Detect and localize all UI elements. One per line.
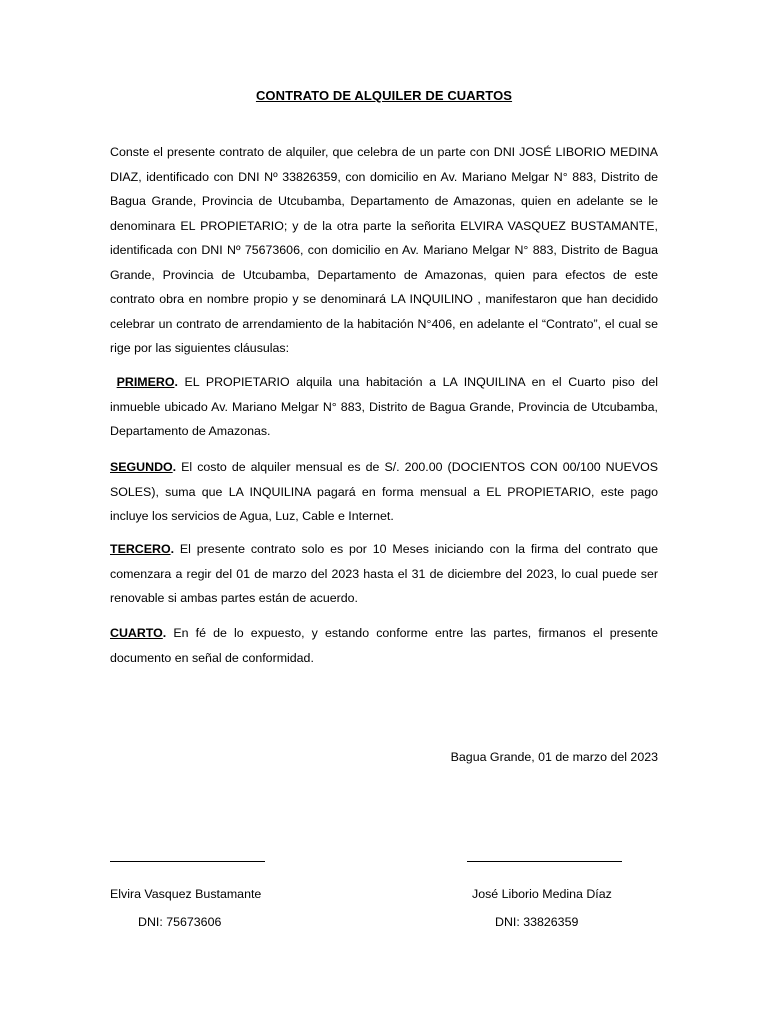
clause-dot: . (174, 375, 178, 389)
clause-heading: SEGUNDO (110, 460, 173, 474)
clause-cuarto (110, 621, 658, 670)
intro-paragraph: Conste el presente contrato de alquiler, que celebra de un parte con DNI JOSÉ LIBORIO MEDINA DIAZ, identificado con DNI Nº 33826359, con domicilio en Av. Mariano Melgar N° 883, Distrito de Bagua Grande, Provincia de Utcubamba, Departamento de Amazonas, quien en adelante se le denominara EL PROPIETARIO; y de la otra parte la señorita ELVIRA VASQUEZ BUSTAMANTE, identificada con DNI Nº 75673606, con domicilio en Av. Mariano Melgar N° 883, Distrito de Bagua Grande, Provincia de Utcubamba, Departamento de Amazonas, quien para efectos de este contrato obra en nombre propio y se denominará LA INQUILINO , manifestaron que han decidido celebrar un contrato de arrendamiento de la habitación N°406, en adelante el “Contrato”, el cual se rige por las siguientes cláusulas: (110, 145, 658, 355)
clause-dot: . (162, 626, 167, 640)
clause-segundo (110, 455, 658, 529)
clause-text: EL PROPIETARIO alquila una habitación a LA INQUILINA en el Cuarto piso del inmueble ubicado Av. Mariano Melgar N° 883, Distrito de Bagua Grande, Provincia de Utcubamba, Departamento de Amazonas. (110, 375, 658, 438)
clause-prefix (110, 375, 117, 389)
signature-name-owner: José Liborio Medina Díaz (472, 887, 612, 901)
clause-heading: TERCERO (110, 542, 171, 556)
signature-dni-owner: DNI: 33826359 (495, 915, 579, 929)
clause-text: El costo de alquiler mensual es de S/. 200.00 (DOCIENTOS CON 00/100 NUEVOS SOLES), suma que LA INQUILINA pagará en forma mensual a EL PROPIETARIO, este pago incluye los servicios de Agua, Luz, Cable e Internet. (110, 460, 658, 523)
clause-text: En fé de lo expuesto, y estando conforme entre las partes, firmanos el presente documento en señal de conformidad. (110, 626, 658, 665)
clause-dot: . (170, 542, 175, 556)
clause-text: El presente contrato solo es por 10 Meses iniciando con la firma del contrato que comenzara a regir del 01 de marzo del 2023 hasta el 31 de diciembre del 2023, lo cual puede ser renovable si ambas partes están de acuerdo. (110, 542, 658, 605)
document-title: CONTRATO DE ALQUILER DE CUARTOS (255, 88, 513, 103)
signature-line-tenant (110, 860, 265, 862)
clause-heading: CUARTO (110, 626, 163, 640)
signature-name-tenant: Elvira Vasquez Bustamante (110, 887, 262, 901)
clause-primero (110, 370, 658, 444)
signature-dni-tenant: DNI: 75673606 (138, 915, 222, 929)
clause-dot: . (172, 460, 177, 474)
clause-heading: PRIMERO (116, 375, 175, 389)
signature-line-owner (467, 860, 622, 862)
place-and-date: Bagua Grande, 01 de marzo del 2023 (450, 750, 658, 764)
clause-tercero (110, 537, 658, 611)
